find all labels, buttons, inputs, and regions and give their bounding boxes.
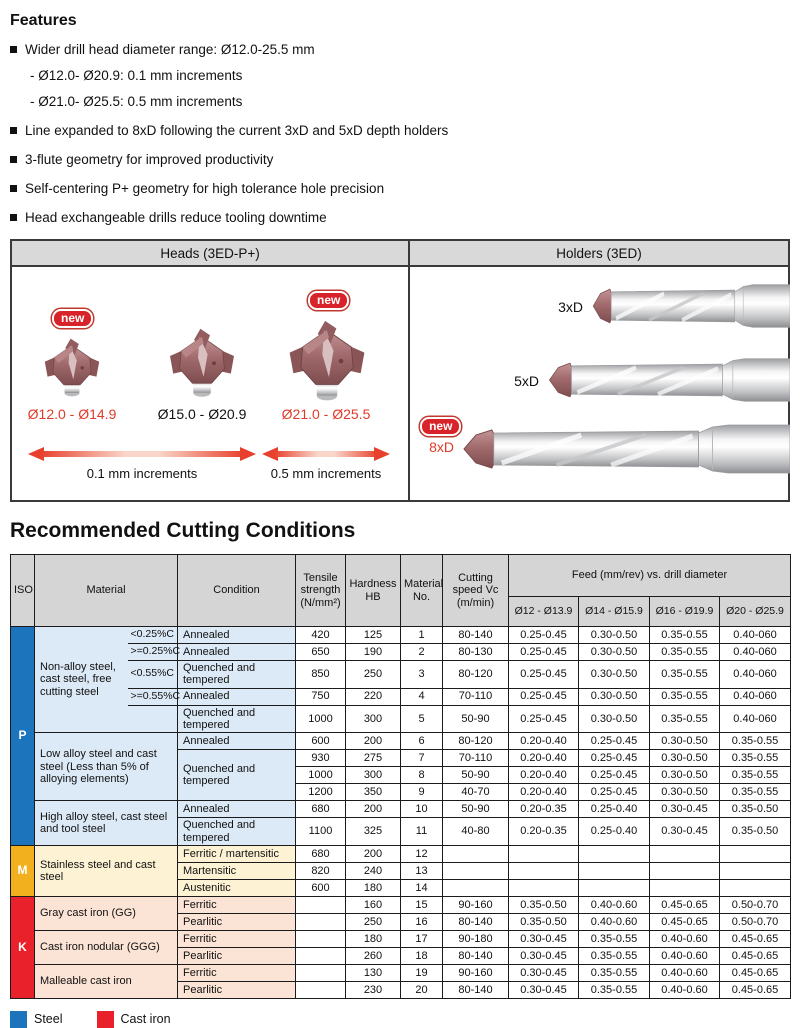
new-badge: new (308, 291, 349, 310)
condition-cell: Quenched and tempered (178, 818, 296, 846)
feed-cell: 0.40-060 (720, 644, 791, 661)
header-feed-col: Ø20 - Ø25.9 (720, 597, 791, 627)
condition-cell: Ferritic / martensitic (178, 845, 296, 862)
features-section (10, 12, 790, 225)
feed-cell (650, 845, 720, 862)
material-no-cell: 13 (401, 862, 443, 879)
header-material-no: Material No. (401, 555, 443, 627)
feed-cell: 0.30-0.50 (579, 644, 650, 661)
legend-item (10, 1011, 63, 1028)
hardness-cell: 300 (346, 705, 401, 733)
feature-text: Wider drill head diameter range: Ø12.0-25.5 mm (25, 42, 315, 57)
carbon-content-cell (128, 705, 178, 733)
tensile-strength-cell: 1100 (296, 818, 346, 846)
tensile-strength-cell: 850 (296, 661, 346, 689)
drill-head-medium-icon (162, 327, 242, 401)
feed-cell (579, 879, 650, 896)
tensile-strength-cell: 750 (296, 688, 346, 705)
condition-cell: Quenched and tempered (178, 661, 296, 689)
feed-cell: 0.35-0.55 (720, 750, 791, 767)
material-no-cell: 5 (401, 705, 443, 733)
feed-cell (650, 862, 720, 879)
feed-cell: 0.25-0.45 (509, 644, 579, 661)
material-no-cell: 8 (401, 767, 443, 784)
condition-cell: Ferritic (178, 964, 296, 981)
tensile-strength-cell (296, 947, 346, 964)
hardness-cell: 200 (346, 845, 401, 862)
legend-label: Cast iron (120, 1012, 171, 1027)
feed-cell: 0.30-0.50 (579, 661, 650, 689)
feed-cell: 0.35-0.55 (650, 644, 720, 661)
feed-cell: 0.30-0.50 (650, 733, 720, 750)
feature-item (10, 42, 790, 109)
feed-cell: 0.35-0.55 (650, 627, 720, 644)
new-badge: new (420, 417, 461, 436)
feed-cell: 0.40-0.60 (650, 964, 720, 981)
cutting-speed-cell: 80-140 (443, 947, 509, 964)
table-row (11, 964, 791, 981)
square-bullet-icon (10, 185, 17, 192)
feature-item (10, 181, 790, 196)
cutting-speed-cell: 50-90 (443, 767, 509, 784)
feed-cell: 0.20-0.40 (509, 784, 579, 801)
feed-cell: 0.30-0.45 (650, 818, 720, 846)
feed-cell: 0.35-0.55 (650, 705, 720, 733)
feed-cell: 0.35-0.55 (650, 661, 720, 689)
feed-cell: 0.25-0.45 (579, 750, 650, 767)
table-row (11, 845, 791, 862)
drill-head-small-icon (38, 337, 106, 400)
condition-cell: Pearlitic (178, 913, 296, 930)
feed-cell: 0.35-0.50 (509, 913, 579, 930)
table-row (11, 930, 791, 947)
holders-panel-title: Holders (3ED) (410, 241, 788, 267)
feed-cell: 0.25-0.45 (579, 784, 650, 801)
feed-cell: 0.20-0.40 (509, 750, 579, 767)
feed-cell: 0.30-0.50 (650, 767, 720, 784)
tensile-strength-cell (296, 930, 346, 947)
drill-3xd-icon (592, 283, 790, 329)
drill-8xd-icon (462, 423, 790, 475)
table-row (11, 733, 791, 750)
material-no-cell: 7 (401, 750, 443, 767)
material-no-cell: 15 (401, 896, 443, 913)
tensile-strength-cell: 930 (296, 750, 346, 767)
feed-cell: 0.40-060 (720, 627, 791, 644)
feed-cell: 0.35-0.55 (579, 947, 650, 964)
cutting-speed-cell: 50-90 (443, 705, 509, 733)
iso-cell: M (11, 845, 35, 896)
material-cell: Stainless steel and cast steel (35, 845, 178, 896)
table-row (11, 644, 791, 661)
material-no-cell: 17 (401, 930, 443, 947)
feed-cell: 0.30-0.45 (509, 981, 579, 998)
material-no-cell: 6 (401, 733, 443, 750)
condition-cell: Quenched and tempered (178, 750, 296, 801)
table-row (11, 705, 791, 733)
feed-cell (509, 879, 579, 896)
feed-cell: 0.30-0.45 (650, 801, 720, 818)
square-bullet-icon (10, 127, 17, 134)
table-row (11, 801, 791, 818)
feed-cell (509, 862, 579, 879)
features-title: Features (10, 12, 77, 29)
tensile-strength-cell: 650 (296, 644, 346, 661)
condition-cell: Ferritic (178, 896, 296, 913)
feed-cell: 0.45-0.65 (720, 930, 791, 947)
feed-cell (720, 879, 791, 896)
head-range-label: Ø12.0 - Ø14.9 (27, 406, 117, 422)
tensile-strength-cell: 600 (296, 879, 346, 896)
cutting-speed-cell: 70-110 (443, 750, 509, 767)
feed-cell: 0.35-0.55 (579, 930, 650, 947)
increment-label: 0.1 mm increments (86, 466, 198, 481)
feed-cell: 0.25-0.45 (509, 627, 579, 644)
feed-cell: 0.20-0.35 (509, 818, 579, 846)
feed-cell: 0.25-0.40 (579, 818, 650, 846)
cutting-speed-cell: 80-120 (443, 733, 509, 750)
legend-swatch-cast-iron-icon (97, 1011, 114, 1028)
feed-cell: 0.40-0.60 (579, 896, 650, 913)
holders-panel-body (410, 267, 788, 500)
material-no-cell: 20 (401, 981, 443, 998)
material-no-cell: 1 (401, 627, 443, 644)
tensile-strength-cell: 1000 (296, 705, 346, 733)
material-cell: High alloy steel, cast steel and tool steel (35, 801, 178, 846)
feed-cell: 0.40-0.60 (650, 981, 720, 998)
feed-cell (720, 845, 791, 862)
heads-panel (12, 241, 410, 500)
holder-size-label: 8xD (429, 439, 454, 455)
header-feed-group: Feed (mm/rev) vs. drill diameter (509, 555, 791, 597)
drill-5xd-icon (548, 357, 790, 403)
holders-panel (410, 241, 788, 500)
square-bullet-icon (10, 214, 17, 221)
feature-text: 3-flute geometry for improved productivity (25, 152, 274, 167)
cutting-speed-cell (443, 862, 509, 879)
cutting-speed-cell: 90-160 (443, 896, 509, 913)
tensile-strength-cell (296, 913, 346, 930)
hardness-cell: 300 (346, 767, 401, 784)
condition-cell: Quenched and tempered (178, 705, 296, 733)
feed-cell (509, 845, 579, 862)
hardness-cell: 180 (346, 930, 401, 947)
hardness-cell: 250 (346, 661, 401, 689)
hardness-cell: 160 (346, 896, 401, 913)
tensile-strength-cell: 680 (296, 801, 346, 818)
carbon-content-cell: <0.55%C (128, 661, 178, 689)
condition-cell: Martensitic (178, 862, 296, 879)
increment-arrow-icon (262, 447, 390, 461)
feed-cell: 0.30-0.50 (579, 705, 650, 733)
feed-cell: 0.35-0.55 (650, 688, 720, 705)
feed-cell: 0.35-0.55 (720, 767, 791, 784)
feed-cell: 0.25-0.40 (579, 801, 650, 818)
increment-arrow-icon (28, 447, 256, 461)
legend-item (97, 1011, 171, 1028)
hardness-cell: 325 (346, 818, 401, 846)
hardness-cell: 240 (346, 862, 401, 879)
header-cutting-speed: Cutting speed Vc (m/min) (443, 555, 509, 627)
feature-item (10, 210, 790, 225)
feature-text: Self-centering P+ geometry for high tolerance hole precision (25, 181, 385, 196)
feed-cell: 0.25-0.45 (509, 688, 579, 705)
feed-cell: 0.25-0.45 (579, 767, 650, 784)
feed-cell: 0.45-0.65 (650, 896, 720, 913)
header-feed-col: Ø14 - Ø15.9 (579, 597, 650, 627)
feed-cell (720, 862, 791, 879)
head-range-label: Ø15.0 - Ø20.9 (157, 406, 247, 422)
cutting-speed-cell: 50-90 (443, 801, 509, 818)
feed-cell: 0.45-0.65 (650, 913, 720, 930)
feed-cell: 0.35-0.55 (579, 964, 650, 981)
cutting-speed-cell: 40-80 (443, 818, 509, 846)
material-cell: Non-alloy steel, cast steel, free cutting steel (35, 627, 128, 733)
iso-cell: P (11, 627, 35, 846)
feed-cell: 0.30-0.45 (509, 964, 579, 981)
heads-panel-title: Heads (3ED-P+) (12, 241, 408, 267)
legend (10, 1011, 790, 1028)
tensile-strength-cell (296, 964, 346, 981)
heads-panel-body (12, 267, 408, 500)
feed-cell: 0.50-0.70 (720, 913, 791, 930)
material-no-cell: 2 (401, 644, 443, 661)
condition-cell: Pearlitic (178, 947, 296, 964)
cutting-speed-cell: 80-120 (443, 661, 509, 689)
iso-cell: K (11, 896, 35, 998)
table-row (11, 896, 791, 913)
drill-head-large-icon (280, 319, 374, 405)
feed-cell: 0.50-0.70 (720, 896, 791, 913)
feed-cell: 0.30-0.50 (579, 688, 650, 705)
tensile-strength-cell: 1200 (296, 784, 346, 801)
feed-cell: 0.25-0.45 (509, 661, 579, 689)
square-bullet-icon (10, 46, 17, 53)
tensile-strength-cell: 600 (296, 733, 346, 750)
new-badge: new (52, 309, 93, 328)
increment-label: 0.5 mm increments (270, 466, 382, 481)
feed-cell: 0.45-0.65 (720, 964, 791, 981)
material-no-cell: 14 (401, 879, 443, 896)
material-cell: Gray cast iron (GG) (35, 896, 178, 930)
carbon-content-cell: >=0.25%C (128, 644, 178, 661)
cutting-speed-cell: 90-160 (443, 964, 509, 981)
tensile-strength-cell (296, 896, 346, 913)
feed-cell: 0.40-0.60 (650, 930, 720, 947)
product-diagram (10, 239, 790, 502)
feed-cell: 0.40-060 (720, 661, 791, 689)
condition-cell: Austenitic (178, 879, 296, 896)
material-no-cell: 16 (401, 913, 443, 930)
feed-cell: 0.30-0.50 (650, 784, 720, 801)
feature-sub-item: - Ø21.0- Ø25.5: 0.5 mm increments (30, 94, 243, 109)
feed-cell: 0.40-0.60 (650, 947, 720, 964)
header-feed-col: Ø12 - Ø13.9 (509, 597, 579, 627)
feed-cell: 0.40-060 (720, 688, 791, 705)
header-material: Material (35, 555, 178, 627)
material-no-cell: 3 (401, 661, 443, 689)
feed-cell: 0.40-060 (720, 705, 791, 733)
cutting-speed-cell: 80-140 (443, 627, 509, 644)
tensile-strength-cell (296, 981, 346, 998)
feed-cell: 0.30-0.50 (579, 627, 650, 644)
header-iso: ISO (11, 555, 35, 627)
legend-swatch-steel-icon (10, 1011, 27, 1028)
header-feed-col: Ø16 - Ø19.9 (650, 597, 720, 627)
feed-cell (650, 879, 720, 896)
feed-cell: 0.30-0.45 (509, 947, 579, 964)
feed-cell: 0.25-0.45 (509, 705, 579, 733)
hardness-cell: 125 (346, 627, 401, 644)
cutting-conditions-title: Recommended Cutting Conditions (10, 519, 356, 542)
holder-size-label: 3xD (558, 299, 583, 315)
cutting-conditions-table (10, 554, 791, 999)
tensile-strength-cell: 1000 (296, 767, 346, 784)
cutting-speed-cell: 70-110 (443, 688, 509, 705)
table-row (11, 688, 791, 705)
material-no-cell: 18 (401, 947, 443, 964)
condition-cell: Annealed (178, 801, 296, 818)
hardness-cell: 260 (346, 947, 401, 964)
feed-cell: 0.35-0.55 (720, 733, 791, 750)
feature-text: Line expanded to 8xD following the current 3xD and 5xD depth holders (25, 123, 449, 138)
hardness-cell: 250 (346, 913, 401, 930)
cutting-speed-cell: 80-140 (443, 981, 509, 998)
feed-cell (579, 845, 650, 862)
feed-cell: 0.35-0.55 (720, 784, 791, 801)
hardness-cell: 350 (346, 784, 401, 801)
material-cell: Cast iron nodular (GGG) (35, 930, 178, 964)
feed-cell: 0.20-0.35 (509, 801, 579, 818)
hardness-cell: 200 (346, 733, 401, 750)
header-hardness: Hardness HB (346, 555, 401, 627)
cutting-speed-cell: 80-130 (443, 644, 509, 661)
feed-cell: 0.40-0.60 (579, 913, 650, 930)
cutting-speed-cell: 90-180 (443, 930, 509, 947)
feed-cell: 0.20-0.40 (509, 767, 579, 784)
feed-cell (579, 862, 650, 879)
material-no-cell: 4 (401, 688, 443, 705)
condition-cell: Ferritic (178, 930, 296, 947)
material-no-cell: 12 (401, 845, 443, 862)
condition-cell: Pearlitic (178, 981, 296, 998)
feature-sub-item: - Ø12.0- Ø20.9: 0.1 mm increments (30, 68, 243, 83)
feature-item (10, 123, 790, 138)
feed-cell: 0.35-0.50 (509, 896, 579, 913)
cutting-speed-cell: 80-140 (443, 913, 509, 930)
material-cell: Malleable cast iron (35, 964, 178, 998)
hardness-cell: 190 (346, 644, 401, 661)
table-row (11, 661, 791, 689)
legend-label: Steel (34, 1012, 63, 1027)
carbon-content-cell: <0.25%C (128, 627, 178, 644)
feed-cell: 0.35-0.55 (579, 981, 650, 998)
tensile-strength-cell: 680 (296, 845, 346, 862)
hardness-cell: 275 (346, 750, 401, 767)
hardness-cell: 220 (346, 688, 401, 705)
cutting-speed-cell: 40-70 (443, 784, 509, 801)
feed-cell: 0.30-0.50 (650, 750, 720, 767)
condition-cell: Annealed (178, 688, 296, 705)
hardness-cell: 200 (346, 801, 401, 818)
hardness-cell: 180 (346, 879, 401, 896)
condition-cell: Annealed (178, 644, 296, 661)
material-no-cell: 19 (401, 964, 443, 981)
hardness-cell: 230 (346, 981, 401, 998)
header-tensile-strength: Tensile strength (N/mm²) (296, 555, 346, 627)
hardness-cell: 130 (346, 964, 401, 981)
header-condition: Condition (178, 555, 296, 627)
feature-text: Head exchangeable drills reduce tooling downtime (25, 210, 327, 225)
condition-cell: Annealed (178, 627, 296, 644)
tensile-strength-cell: 420 (296, 627, 346, 644)
condition-cell: Annealed (178, 733, 296, 750)
material-cell: Low alloy steel and cast steel (Less than 5% of alloying elements) (35, 733, 178, 801)
feed-cell: 0.45-0.65 (720, 947, 791, 964)
feed-cell: 0.35-0.50 (720, 801, 791, 818)
holder-size-label: 5xD (514, 373, 539, 389)
material-no-cell: 9 (401, 784, 443, 801)
features-list (10, 42, 790, 225)
head-range-label: Ø21.0 - Ø25.5 (281, 406, 371, 422)
cutting-speed-cell (443, 879, 509, 896)
material-no-cell: 11 (401, 818, 443, 846)
table-row (11, 627, 791, 644)
feed-cell: 0.25-0.45 (579, 733, 650, 750)
square-bullet-icon (10, 156, 17, 163)
feed-cell: 0.35-0.50 (720, 818, 791, 846)
feed-cell: 0.45-0.65 (720, 981, 791, 998)
material-no-cell: 10 (401, 801, 443, 818)
tensile-strength-cell: 820 (296, 862, 346, 879)
feed-cell: 0.20-0.40 (509, 733, 579, 750)
cutting-speed-cell (443, 845, 509, 862)
carbon-content-cell: >=0.55%C (128, 688, 178, 705)
feed-cell: 0.30-0.45 (509, 930, 579, 947)
feature-item (10, 152, 790, 167)
